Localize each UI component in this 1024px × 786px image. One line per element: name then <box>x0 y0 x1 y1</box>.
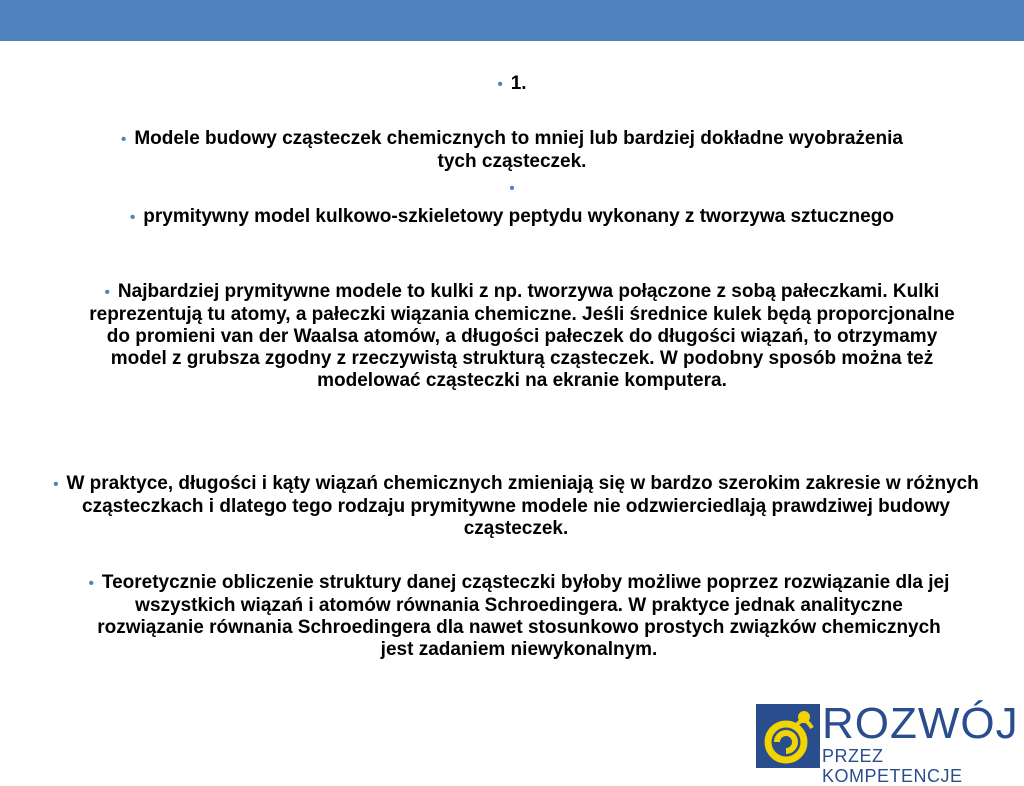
bullet-3-empty <box>0 177 1024 200</box>
bullet-dot: • <box>88 575 94 592</box>
logo-emblem-icon <box>756 704 820 768</box>
bullet-dot: • <box>53 476 59 493</box>
bullet-dot: • <box>121 131 127 148</box>
bullet-dot: • <box>130 209 136 226</box>
bullet-7: • Teoretycznie obliczenie struktury danej cząsteczki byłoby możliwe poprzez rozwiązanie dla jej wszystkich wiązań i atomów równania Schroedingera. W praktyce jednak analityczne rozwiązanie równania Schroedingera dla nawet stosunkowo prostych związków chemicznych jest zadaniem niewykonalnym. <box>88 572 950 660</box>
bullet-4: • prymitywny model kulkowo-szkieletowy peptydu wykonany z tworzywa sztucznego <box>130 206 894 227</box>
logo-text-sub: PRZEZ KOMPETENCJE <box>822 746 963 786</box>
logo-text-main: ROZWÓJ <box>822 699 1019 748</box>
bullet-5: • Najbardziej prymitywne modele to kulki z np. tworzywa połączone z sobą pałeczkami. Kulki reprezentują tu atomy, a pałeczki wiązania chemiczne. Jeśli średnice kulek będą proporcjonalne do promieni van der Waalsa atomów, a długości pałeczek do długości wiązań, to otrzymamy model z grubsza zgodny z rzeczywistą strukturą cząsteczek. W podobny sposób można też modelować cząsteczki na ekranie komputera. <box>89 281 955 391</box>
bullet-dot: • <box>104 284 110 301</box>
bullet-1: • 1. <box>497 73 527 94</box>
bullet-6: • W praktyce, długości i kąty wiązań chemicznych zmieniają się w bardzo szerokim zakresie w różnych cząsteczkach i dlatego tego rodzaju prymitywne modele nie odzwierciedlają prawdziwej budowy cząsteczek. <box>53 473 979 539</box>
bullet-dot: • <box>509 180 515 197</box>
rozwoj-logo <box>754 699 1024 786</box>
bullet-dot: • <box>497 76 503 93</box>
bullet-2: • Modele budowy cząsteczek chemicznych to mniej lub bardziej dokładne wyobrażenia tych cząsteczek. <box>121 128 903 172</box>
